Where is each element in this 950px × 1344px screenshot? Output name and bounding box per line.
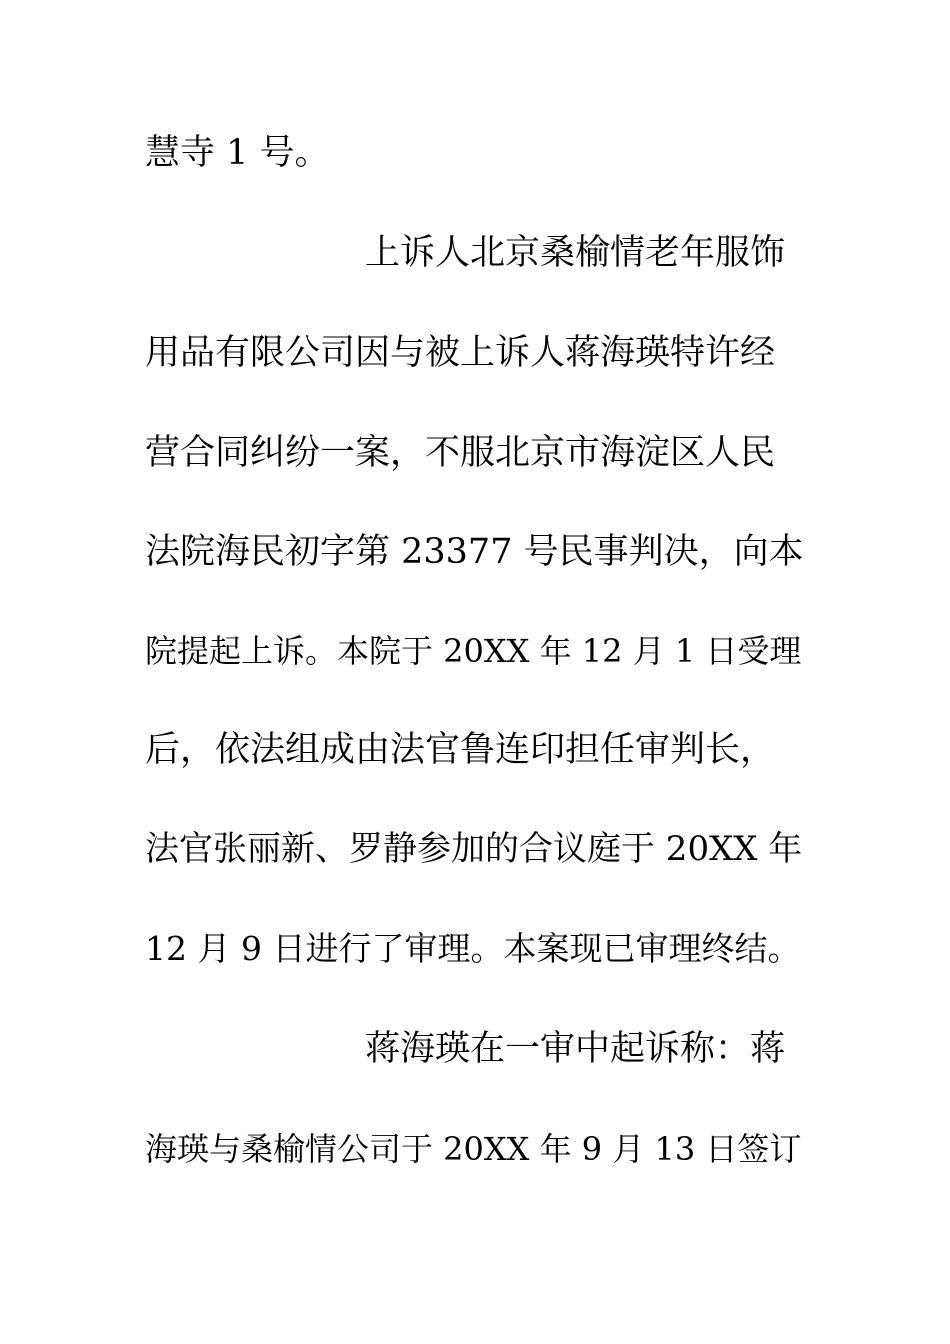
text-line-3: 用品有限公司因与被上诉人蒋海瑛特许经 bbox=[145, 333, 776, 373]
text-line-1: 慧寺 1 号。 bbox=[145, 133, 330, 173]
text-line-11: 海瑛与桑榆情公司于 20XX 年 9 月 13 日签订 bbox=[145, 1130, 802, 1168]
text-line-6: 院提起上诉。本院于 20XX 年 12 月 1 日受理 bbox=[145, 632, 802, 670]
text-line-2: 上诉人北京桑榆情老年服饰 bbox=[365, 233, 786, 273]
text-line-7: 后，依法组成由法官鲁连印担任审判长， bbox=[145, 730, 776, 770]
text-line-4: 营合同纠纷一案，不服北京市海淀区人民 bbox=[145, 433, 776, 473]
text-line-5: 法院海民初字第 23377 号民事判决，向本 bbox=[145, 532, 804, 572]
text-line-10: 蒋海瑛在一审中起诉称：蒋 bbox=[365, 1029, 786, 1069]
text-line-8: 法官张丽新、罗静参加的合议庭于 20XX 年 bbox=[145, 829, 803, 869]
text-line-9: 12 月 9 日进行了审理。本案现已审理终结。 bbox=[145, 929, 801, 968]
